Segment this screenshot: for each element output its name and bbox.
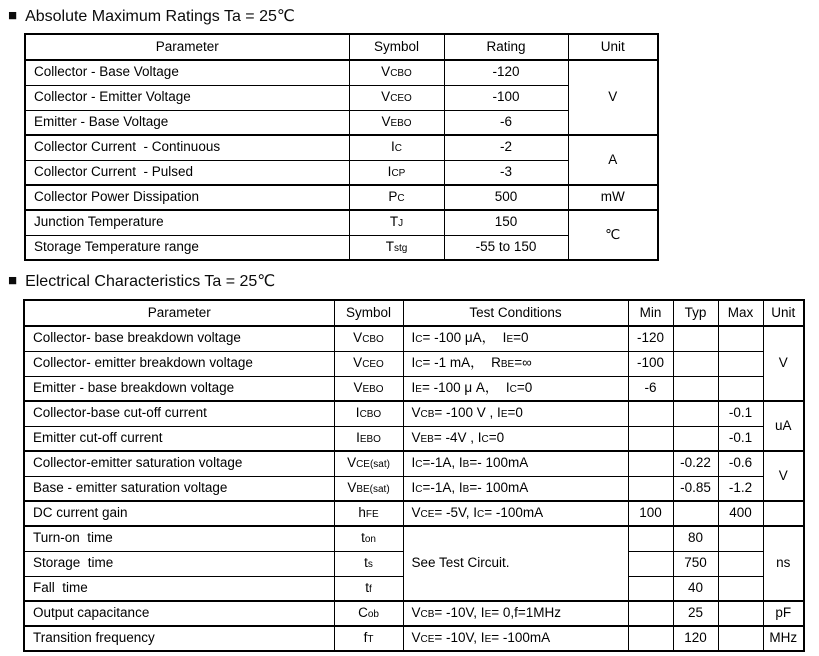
min-cell: -120 xyxy=(628,326,673,351)
column-header-rating: Rating xyxy=(444,34,568,60)
param-cell: Collector - Base Voltage xyxy=(25,60,349,85)
max-cell xyxy=(718,326,763,351)
min-cell xyxy=(628,426,673,451)
cond-cell: VCE= -5V, IC= -100mA xyxy=(403,501,628,526)
cond-cell: IC=-1A, IB=- 100mA xyxy=(403,476,628,501)
section-title-absolute-maximum-ratings xyxy=(8,6,295,26)
max-cell: -1.2 xyxy=(718,476,763,501)
typ-cell xyxy=(673,376,718,401)
typ-cell xyxy=(673,401,718,426)
symbol-cell: Tstg xyxy=(349,235,444,260)
unit-cell: A xyxy=(568,135,658,185)
column-header-max: Max xyxy=(718,300,763,326)
unit-cell: ns xyxy=(763,526,804,601)
cond-cell: IC= -1 mA， RBE=∞ xyxy=(403,351,628,376)
max-cell xyxy=(718,351,763,376)
symbol-cell: ICP xyxy=(349,160,444,185)
unit-cell: uA xyxy=(763,401,804,451)
min-cell: -6 xyxy=(628,376,673,401)
cond-cell-see-test-circuit: See Test Circuit. xyxy=(403,526,628,601)
min-cell xyxy=(628,626,673,651)
typ-cell: 750 xyxy=(673,551,718,576)
table-row xyxy=(24,351,804,376)
max-cell xyxy=(718,526,763,551)
symbol-cell: VCEO xyxy=(334,351,403,376)
param-cell: Collector- base breakdown voltage xyxy=(24,326,334,351)
square-bullet-icon: ■ xyxy=(8,6,18,24)
param-cell: Emitter cut-off current xyxy=(24,426,334,451)
section-title-text: Absolute Maximum Ratings Ta = 25℃ xyxy=(25,8,295,25)
symbol-cell: VCBO xyxy=(334,326,403,351)
table-row xyxy=(24,476,804,501)
table-row xyxy=(25,210,658,235)
min-cell xyxy=(628,551,673,576)
symbol-cell: PC xyxy=(349,185,444,210)
elec-char-table xyxy=(23,299,805,652)
param-cell: Junction Temperature xyxy=(25,210,349,235)
abs-max-table xyxy=(24,33,659,261)
unit-cell: pF xyxy=(763,601,804,626)
table-row xyxy=(24,376,804,401)
symbol-cell: TJ xyxy=(349,210,444,235)
table-row xyxy=(25,85,658,110)
symbol-cell: hFE xyxy=(334,501,403,526)
unit-cell: V xyxy=(763,326,804,401)
cond-cell: IC=-1A, IB=- 100mA xyxy=(403,451,628,476)
section-title-text: Electrical Characteristics Ta = 25℃ xyxy=(25,273,276,290)
cond-cell: VCB= -100 V , IE=0 xyxy=(403,401,628,426)
unit-cell: MHz xyxy=(763,626,804,651)
param-cell: Storage Temperature range xyxy=(25,235,349,260)
table-row xyxy=(24,526,804,551)
rating-cell: -100 xyxy=(444,85,568,110)
cond-cell: VEB= -4V , IC=0 xyxy=(403,426,628,451)
symbol-cell: IEBO xyxy=(334,426,403,451)
max-cell: -0.1 xyxy=(718,426,763,451)
typ-cell xyxy=(673,501,718,526)
param-cell: DC current gain xyxy=(24,501,334,526)
param-cell: Collector Current - Pulsed xyxy=(25,160,349,185)
param-cell: Transition frequency xyxy=(24,626,334,651)
min-cell xyxy=(628,576,673,601)
max-cell xyxy=(718,551,763,576)
table-row xyxy=(24,401,804,426)
rating-cell: -2 xyxy=(444,135,568,160)
unit-cell: ℃ xyxy=(568,210,658,260)
param-cell: Output capacitance xyxy=(24,601,334,626)
table-row xyxy=(24,426,804,451)
cond-cell: VCE= -10V, IE= -100mA xyxy=(403,626,628,651)
param-cell: Collector - Emitter Voltage xyxy=(25,85,349,110)
param-cell: Collector Current - Continuous xyxy=(25,135,349,160)
param-cell: Collector-emitter saturation voltage xyxy=(24,451,334,476)
symbol-cell: Cob xyxy=(334,601,403,626)
symbol-cell: ton xyxy=(334,526,403,551)
symbol-cell: VCEO xyxy=(349,85,444,110)
max-cell: -0.1 xyxy=(718,401,763,426)
min-cell xyxy=(628,526,673,551)
min-cell xyxy=(628,476,673,501)
typ-cell: 40 xyxy=(673,576,718,601)
param-cell: Emitter - Base Voltage xyxy=(25,110,349,135)
column-header-unit: Unit xyxy=(568,34,658,60)
table-row xyxy=(25,135,658,160)
table-row xyxy=(25,60,658,85)
unit-cell xyxy=(763,501,804,526)
rating-cell: -6 xyxy=(444,110,568,135)
param-cell: Collector- emitter breakdown voltage xyxy=(24,351,334,376)
param-cell: Collector-base cut-off current xyxy=(24,401,334,426)
param-cell: Collector Power Dissipation xyxy=(25,185,349,210)
max-cell: -0.6 xyxy=(718,451,763,476)
min-cell: -100 xyxy=(628,351,673,376)
section-title-electrical-characteristics xyxy=(8,271,275,291)
unit-cell: V xyxy=(763,451,804,501)
symbol-cell: VBE(sat) xyxy=(334,476,403,501)
table-row xyxy=(24,451,804,476)
max-cell xyxy=(718,601,763,626)
min-cell xyxy=(628,451,673,476)
column-header-test-conditions: Test Conditions xyxy=(403,300,628,326)
max-cell xyxy=(718,626,763,651)
table-row xyxy=(24,626,804,651)
rating-cell: 500 xyxy=(444,185,568,210)
typ-cell: 120 xyxy=(673,626,718,651)
param-cell: Turn-on time xyxy=(24,526,334,551)
column-header-min: Min xyxy=(628,300,673,326)
column-header-symbol: Symbol xyxy=(334,300,403,326)
typ-cell xyxy=(673,326,718,351)
param-cell: Fall time xyxy=(24,576,334,601)
param-cell: Emitter - base breakdown voltage xyxy=(24,376,334,401)
symbol-cell: VEBO xyxy=(334,376,403,401)
rating-cell: -55 to 150 xyxy=(444,235,568,260)
typ-cell: -0.22 xyxy=(673,451,718,476)
max-cell: 400 xyxy=(718,501,763,526)
column-header-symbol: Symbol xyxy=(349,34,444,60)
table-row xyxy=(25,110,658,135)
table-row xyxy=(24,501,804,526)
min-cell xyxy=(628,401,673,426)
typ-cell: -0.85 xyxy=(673,476,718,501)
symbol-cell: VCE(sat) xyxy=(334,451,403,476)
cond-cell: IC= -100 μA， IE=0 xyxy=(403,326,628,351)
min-cell xyxy=(628,601,673,626)
typ-cell xyxy=(673,351,718,376)
rating-cell: 150 xyxy=(444,210,568,235)
unit-cell: mW xyxy=(568,185,658,210)
column-header-parameter: Parameter xyxy=(25,34,349,60)
symbol-cell: fT xyxy=(334,626,403,651)
typ-cell: 25 xyxy=(673,601,718,626)
max-cell xyxy=(718,576,763,601)
rating-cell: -120 xyxy=(444,60,568,85)
column-header-unit: Unit xyxy=(763,300,804,326)
square-bullet-icon: ■ xyxy=(8,271,18,289)
min-cell: 100 xyxy=(628,501,673,526)
table-row xyxy=(24,326,804,351)
column-header-typ: Typ xyxy=(673,300,718,326)
column-header-parameter: Parameter xyxy=(24,300,334,326)
param-cell: Base - emitter saturation voltage xyxy=(24,476,334,501)
symbol-cell: IC xyxy=(349,135,444,160)
symbol-cell: ts xyxy=(334,551,403,576)
symbol-cell: VCBO xyxy=(349,60,444,85)
param-cell: Storage time xyxy=(24,551,334,576)
symbol-cell: ICBO xyxy=(334,401,403,426)
absolute-maximum-ratings-table xyxy=(24,33,657,261)
table-row xyxy=(25,185,658,210)
table-row xyxy=(25,235,658,260)
cond-cell: IE= -100 μ A， IC=0 xyxy=(403,376,628,401)
electrical-characteristics-table xyxy=(23,299,803,652)
typ-cell: 80 xyxy=(673,526,718,551)
symbol-cell: tf xyxy=(334,576,403,601)
typ-cell xyxy=(673,426,718,451)
symbol-cell: VEBO xyxy=(349,110,444,135)
table-header-row xyxy=(24,300,804,326)
unit-cell: V xyxy=(568,60,658,135)
rating-cell: -3 xyxy=(444,160,568,185)
max-cell xyxy=(718,376,763,401)
table-row xyxy=(24,601,804,626)
cond-cell: VCB= -10V, IE= 0,f=1MHz xyxy=(403,601,628,626)
table-row xyxy=(25,160,658,185)
table-header-row xyxy=(25,34,658,60)
